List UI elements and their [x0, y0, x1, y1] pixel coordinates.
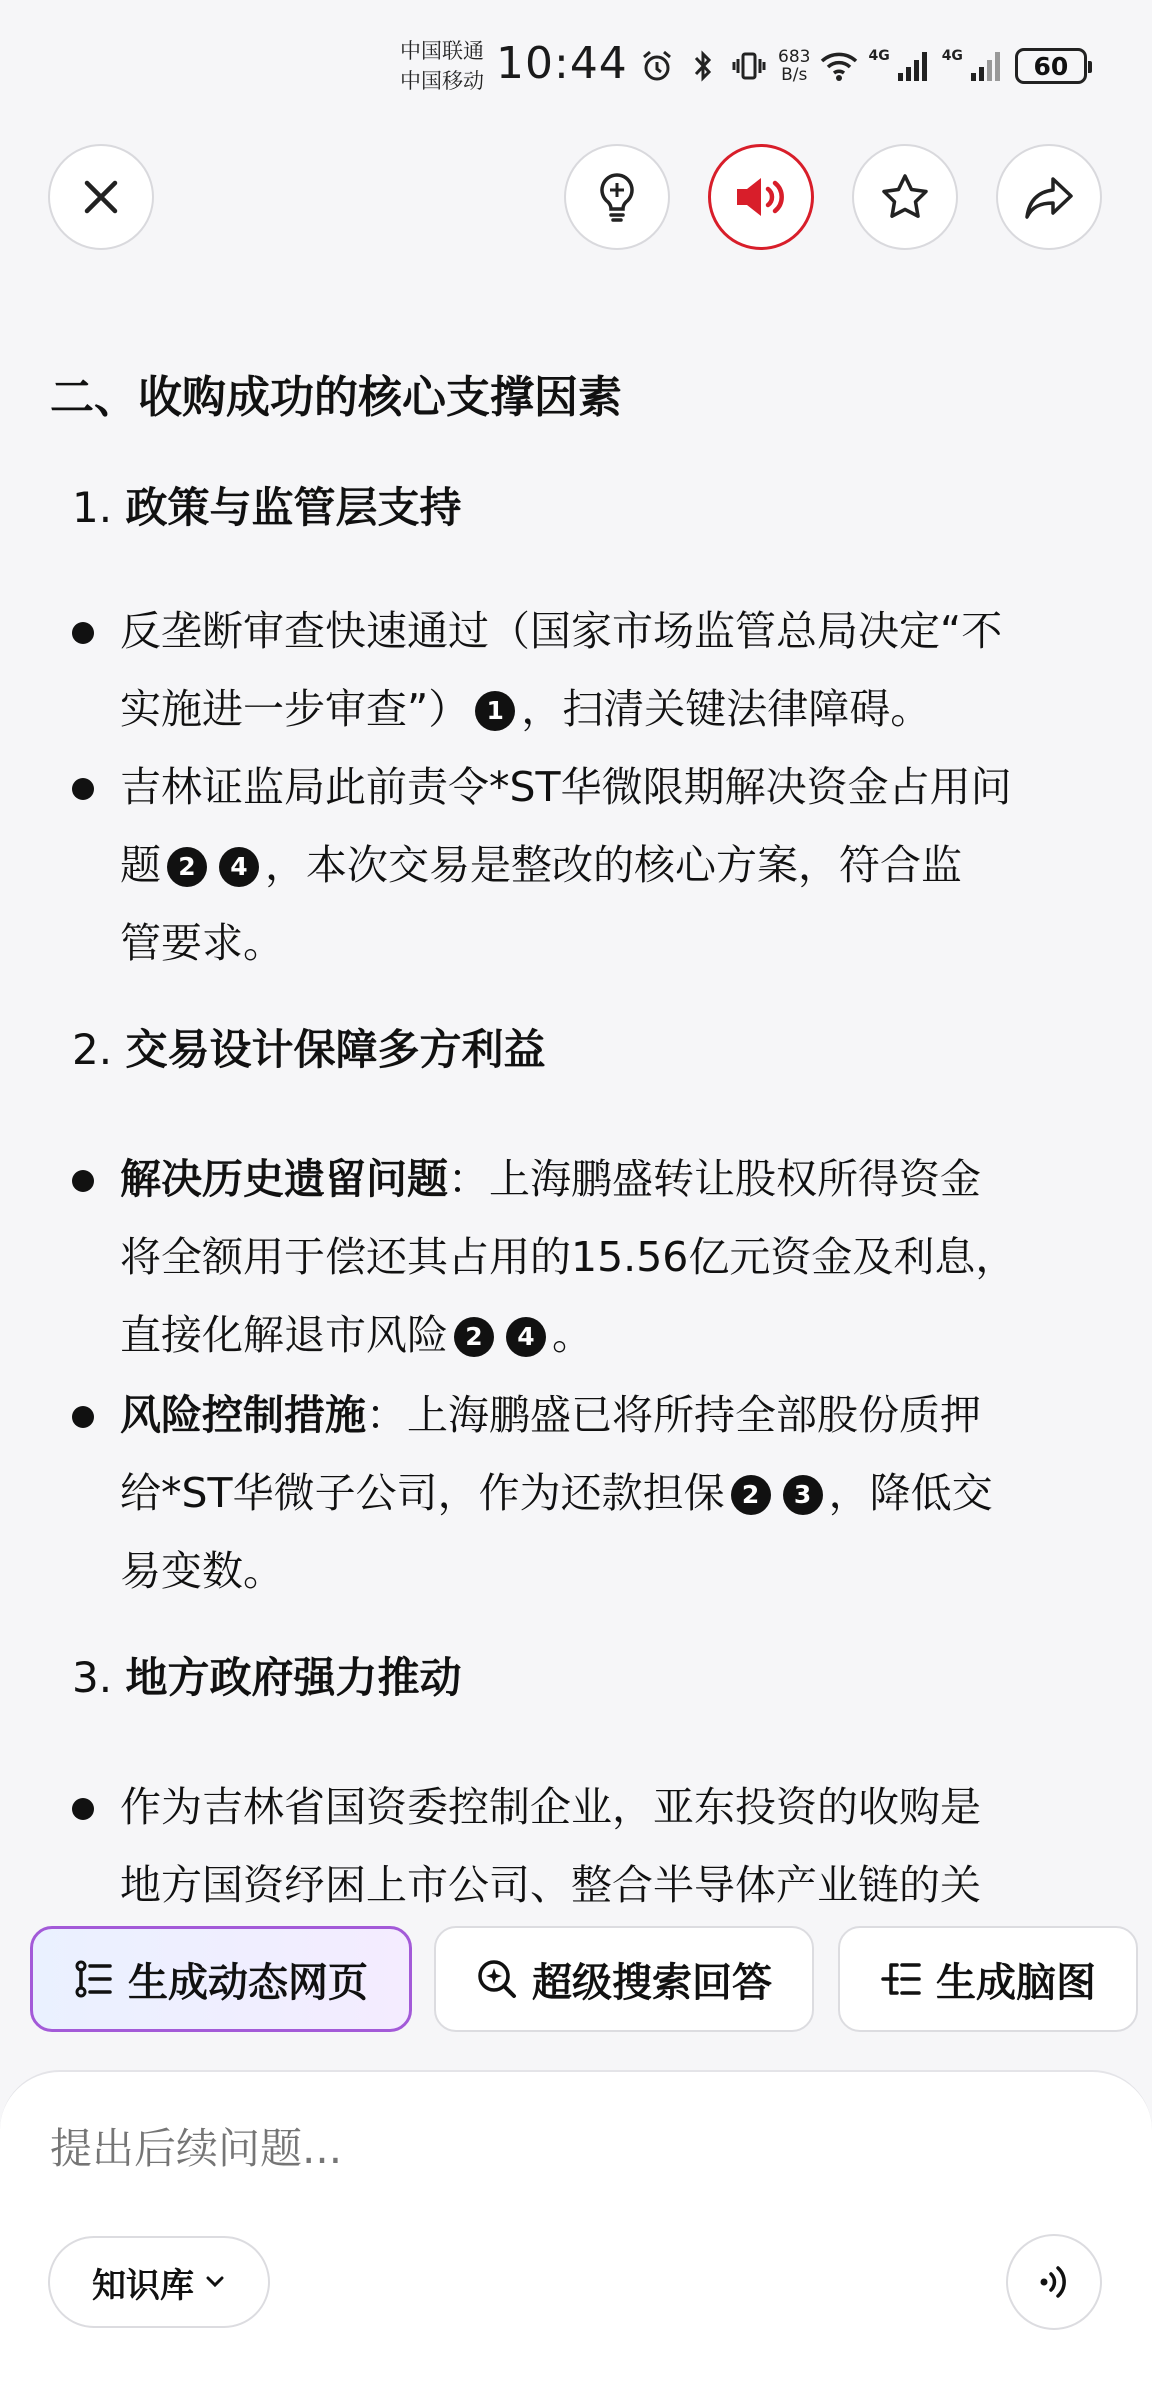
- voice-input-button[interactable]: [1006, 2234, 1102, 2330]
- item-text: 。: [552, 1311, 593, 1359]
- bullet-dot: [72, 1406, 94, 1428]
- close-button[interactable]: [48, 144, 154, 250]
- share-button[interactable]: [996, 144, 1102, 250]
- generate-webpage-button[interactable]: [30, 1926, 412, 2032]
- bullet-dot: [72, 1798, 94, 1820]
- citation-badge[interactable]: 2: [731, 1475, 771, 1515]
- close-icon: [79, 175, 123, 219]
- item-text: 易变数。: [120, 1547, 284, 1595]
- favorite-button[interactable]: [852, 144, 958, 250]
- item-text: 题: [120, 841, 161, 889]
- answer-content: [0, 280, 1152, 1909]
- list-item: [68, 592, 1108, 748]
- item-bold-label: 解决历史遗留问题: [120, 1155, 448, 1203]
- subsection-title: 政策与监管层支持: [125, 483, 462, 532]
- follow-up-input[interactable]: [50, 2124, 950, 2173]
- generate-mindmap-button[interactable]: [838, 1926, 1138, 2032]
- citation-badge[interactable]: 3: [783, 1475, 823, 1515]
- wifi-icon: [822, 49, 856, 83]
- item-text: ：上海鹏盛转让股权所得资金: [448, 1155, 981, 1203]
- carrier-1: 中国联通: [400, 39, 484, 63]
- citation-badge[interactable]: 4: [219, 847, 259, 887]
- mindmap-icon: [880, 1959, 922, 1999]
- net-speed-unit: B/s: [781, 65, 808, 85]
- chip-label: 超级搜索回答: [532, 1959, 772, 2006]
- speaker-icon: [733, 173, 789, 221]
- subsection-2-heading: [72, 1020, 545, 1080]
- bullet-dot: [72, 1170, 94, 1192]
- item-text: ，扫清关键法律障碍。: [521, 685, 932, 733]
- star-icon: [879, 171, 931, 223]
- list-item: [68, 748, 1108, 982]
- subsection-title: 地方政府强力推动: [125, 1653, 462, 1702]
- item-text: 反垄断审查快速通过（国家市场监管总局决定“不: [120, 607, 1003, 655]
- search-sparkle-icon: [476, 1958, 518, 2000]
- status-icons: [640, 44, 1087, 88]
- item-text: ，降低交: [828, 1469, 993, 1517]
- subsection-number: 1.: [72, 483, 113, 532]
- vibrate-icon: [732, 49, 766, 83]
- item-text: 吉林证监局此前责令*ST华微限期解决资金占用问: [120, 763, 1012, 811]
- subsection-number: 3.: [72, 1653, 113, 1702]
- list-item: [68, 1768, 1108, 1924]
- subsection-number: 2.: [72, 1025, 113, 1074]
- item-text: 将全额用于偿还其占用的15.56亿元资金及利息，: [120, 1233, 1017, 1281]
- item-text: 给*ST华微子公司，作为还款担保: [120, 1469, 725, 1517]
- net-type-1: 4G: [868, 48, 890, 64]
- item-text: ，本次交易是整改的核心方案，符合监: [265, 841, 962, 889]
- bluetooth-icon: [686, 49, 720, 83]
- composer-panel: [0, 2070, 1152, 2400]
- item-text: 作为吉林省国资委控制企业，亚东投资的收购是: [120, 1783, 981, 1831]
- citation-badge[interactable]: 1: [475, 691, 515, 731]
- carrier-2: 中国移动: [400, 69, 484, 93]
- net-speed-value: 683: [778, 47, 811, 67]
- carrier-info: [400, 36, 484, 96]
- citation-badge[interactable]: 4: [506, 1317, 546, 1357]
- subsection-3-heading: [72, 1648, 461, 1708]
- chip-label: 生成脑图: [936, 1959, 1096, 2006]
- clock: 10:44: [496, 38, 628, 89]
- idea-button[interactable]: [564, 144, 670, 250]
- item-text: ：上海鹏盛已将所持全部股份质押: [366, 1391, 981, 1439]
- share-icon: [1023, 173, 1075, 221]
- chip-label: 生成动态网页: [128, 1959, 368, 2006]
- net-speed: [778, 48, 810, 84]
- list-timeline-icon: [74, 1959, 114, 1999]
- net-type-2: 4G: [941, 48, 963, 64]
- bullet-dot: [72, 622, 94, 644]
- section-title: 二、收购成功的核心支撑因素: [50, 372, 622, 423]
- list-item: [68, 1376, 1108, 1610]
- item-text: 地方国资纾困上市公司、整合半导体产业链的关: [120, 1861, 981, 1909]
- citation-badge[interactable]: 2: [454, 1317, 494, 1357]
- citation-badge[interactable]: 2: [167, 847, 207, 887]
- list-item: [68, 1140, 1108, 1374]
- read-aloud-button[interactable]: [708, 144, 814, 250]
- status-bar: [0, 0, 1152, 130]
- item-text: 实施进一步审查”）: [120, 685, 470, 733]
- signal-icon: [969, 49, 1003, 83]
- battery-icon: [1015, 48, 1087, 84]
- voice-wave-icon: [1034, 2262, 1074, 2302]
- kb-label: 知识库: [92, 2265, 194, 2306]
- knowledge-base-button[interactable]: [48, 2236, 270, 2328]
- item-text: 直接化解退市风险: [120, 1311, 448, 1359]
- signal-icon: [896, 49, 930, 83]
- lightbulb-icon: [593, 171, 641, 223]
- battery-level: 60: [1033, 51, 1069, 81]
- subsection-1-heading: [72, 478, 461, 538]
- chevron-down-icon: [204, 2274, 226, 2290]
- bullet-dot: [72, 778, 94, 800]
- item-bold-label: 风险控制措施: [120, 1391, 366, 1439]
- subsection-title: 交易设计保障多方利益: [125, 1025, 546, 1074]
- alarm-icon: [640, 49, 674, 83]
- item-text: 管要求。: [120, 919, 284, 967]
- super-search-button[interactable]: [434, 1926, 814, 2032]
